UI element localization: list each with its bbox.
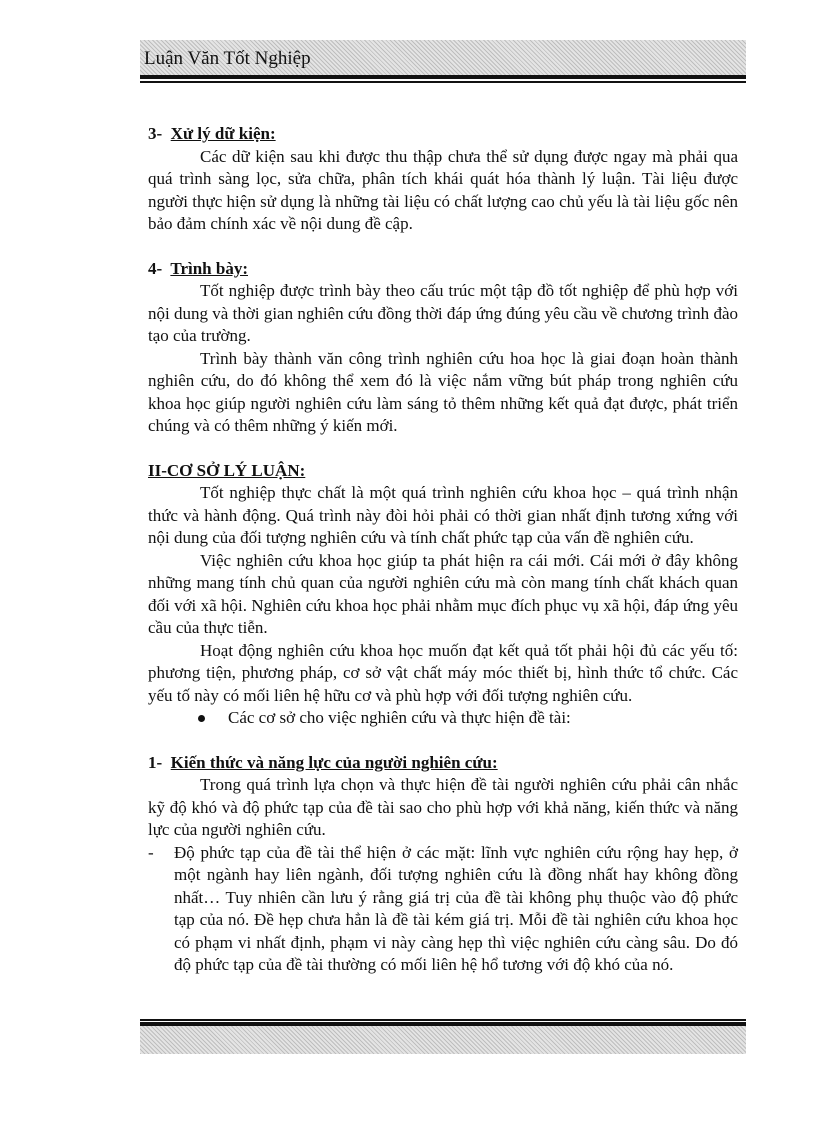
dash-item-text: Độ phức tạp của đề tài thể hiện ở các mặt: lĩnh vực nghiên cứu rộng hay hẹp, ở một ngành hay liên ngành, đối tượng nghiên cứu là đồng nhất hay không đồng nhất… Tuy nhiên cần lưu ý rằng giá trị của đề tài không phụ thuộc vào độ phức tạp của nó. Đề hẹp chưa hẳn là đề tài kém giá trị. Mỗi đề tài nghiên cứu khoa học có phạm vi nhất định, phạm vi này càng hẹp thì việc nghiên cứu càng sâu. Do đó độ phức tạp của đề tài thường có mối liên hệ hổ tương với độ khó của nó. <box>174 842 738 974</box>
bullet-text: Các cơ sở cho việc nghiên cứu và thực hiện đề tài: <box>228 708 571 727</box>
spacer <box>148 438 738 460</box>
section-1-heading <box>148 752 738 775</box>
section-4-number: 4- <box>148 258 163 278</box>
bullet-item <box>148 707 738 730</box>
bullet-dot-icon <box>198 715 205 722</box>
spacer <box>148 236 738 258</box>
header-rule-thin <box>140 81 746 83</box>
page-header <box>140 40 746 75</box>
header-rule-thick <box>140 75 746 79</box>
section-ii-paragraph-1: Tốt nghiệp thực chất là một quá trình nghiên cứu khoa học – quá trình nhận thức và hành động. Quá trình này đòi hỏi phải có thời gian nhất định tương xứng với nội dung của đối tượng nghiên cứu và tính chất phức tạp của vấn đề nghiên cứu. <box>148 483 738 547</box>
section-3-paragraph: Các dữ kiện sau khi được thu thập chưa thể sử dụng được ngay mà phải qua quá trình sàng lọc, sửa chữa, phân tích khái quát hóa thành lý luận. Tài liệu được người thực hiện sử dụng là những tài liệu có chất lượng cao chủ yếu là tài liệu gốc nên bảo đảm chính xác về nội dung đề cập. <box>148 146 738 233</box>
page-footer <box>140 1026 746 1054</box>
section-3-heading <box>148 123 738 146</box>
section-ii-title: II-CƠ SỞ LÝ LUẬN: <box>148 460 306 480</box>
section-1-title: Kiến thức và năng lực của người nghiên cứu: <box>170 752 498 772</box>
section-ii-paragraph-3: Hoạt động nghiên cứu khoa học muốn đạt kết quả tốt phải hội đủ các yếu tố: phương tiện, phương pháp, cơ sở vật chất máy móc thiết bị, hình thức tổ chức. Các yếu tố này có mối liên hệ hữu cơ và phù hợp với đối tượng nghiên cứu. <box>148 640 738 705</box>
dash-marker: - <box>148 842 154 862</box>
spacer <box>148 730 738 752</box>
section-ii-paragraph-2: Việc nghiên cứu khoa học giúp ta phát hiện ra cái mới. Cái mới ở đây không những mang tính chủ quan của người nghiên cứu mà còn mang tính chất khách quan đối với xã hội. Nghiên cứu khoa học phải nhằm mục đích phục vụ xã hội, đáp ứng yêu cầu của thực tiễn. <box>148 550 738 637</box>
section-ii-heading <box>148 460 738 483</box>
section-1-paragraph: Trong quá trình lựa chọn và thực hiện đề tài người nghiên cứu phải cân nhắc kỹ độ khó và độ phức tạp của đề tài sao cho phù hợp với khả năng, kiến thức và năng lực của người nghiên cứu. <box>148 775 738 839</box>
section-1-number: 1- <box>148 752 163 772</box>
section-4-paragraph-1: Tốt nghiệp được trình bày theo cấu trúc một tập đồ tốt nghiệp để phù hợp với nội dung và thời gian nghiên cứu đồng thời đáp ứng đúng yêu cầu về chương trình đào tạo của trường. <box>148 281 738 345</box>
section-4-paragraph-2: Trình bày thành văn công trình nghiên cứu hoa học là giai đoạn hoàn thành nghiên cứu, do đó không thể xem đó là việc nắm vững bút pháp trong nghiên cứu khoa học giúp người nghiên cứu làm sáng tỏ thêm những kết quả đạt được, phát triển chúng và có thêm những ý kiến mới. <box>148 348 738 435</box>
section-3-title: Xử lý dữ kiện: <box>170 124 276 143</box>
dash-list-item <box>148 842 738 977</box>
document-body <box>148 123 738 977</box>
section-4-title: Trình bày: <box>170 258 248 278</box>
footer-rule-thin <box>140 1019 746 1021</box>
header-title: Luận Văn Tốt Nghiệp <box>144 48 311 69</box>
section-3-number: 3- <box>148 124 163 143</box>
section-4-heading <box>148 258 738 281</box>
